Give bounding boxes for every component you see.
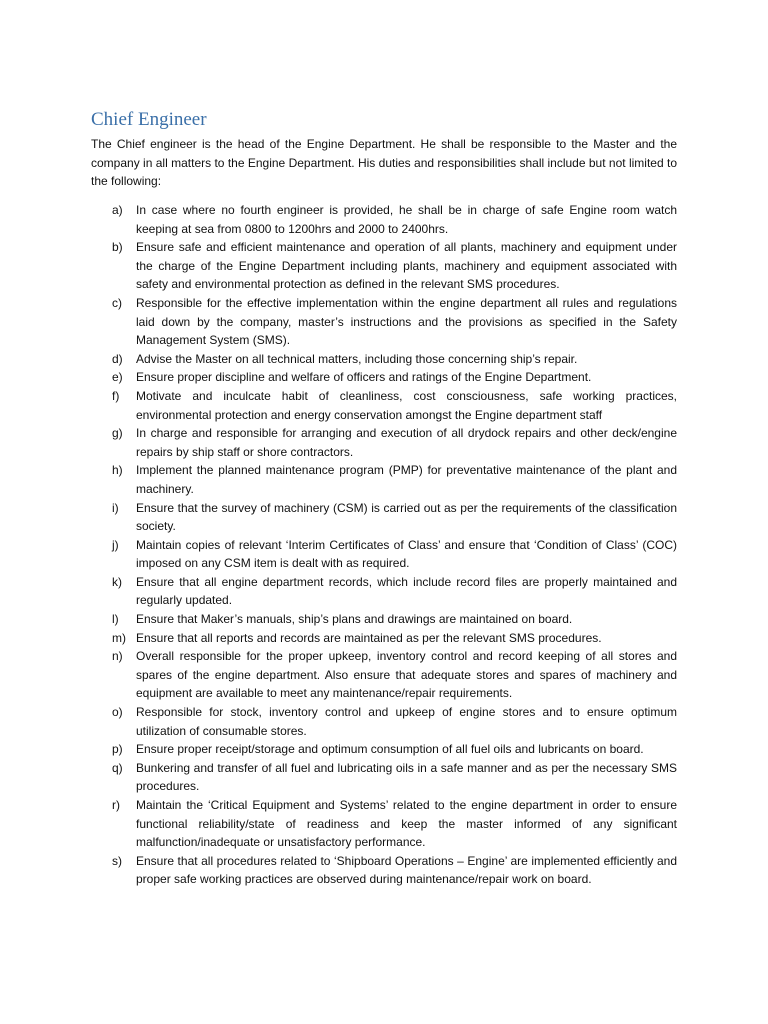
duty-marker: d) xyxy=(112,351,123,366)
duty-text: Ensure that Maker’s manuals, ship’s plans and drawings are maintained on board. xyxy=(136,612,573,627)
duty-item-s xyxy=(0,852,768,889)
duty-text: Responsible for stock, inventory control and upkeep of engine stores and to ensure optimum utilization of consumable stores. xyxy=(136,705,677,738)
duty-marker: r) xyxy=(112,798,120,812)
duty-marker: k) xyxy=(112,574,122,589)
duty-text: Ensure that all reports and records are maintained as per the relevant SMS procedures. xyxy=(136,630,602,645)
duty-text: Ensure proper discipline and welfare of officers and ratings of the Engine Department. xyxy=(136,370,592,385)
duty-text: Maintain the ‘Critical Equipment and Systems’ related to the engine department in order to ensure functional reliability/state of readiness and keep the master informed of any significant malfunction/inadequate or unsatisfactory performance. xyxy=(136,798,677,850)
duty-marker: f) xyxy=(112,388,120,403)
duty-text: Ensure proper receipt/storage and optimum consumption of all fuel oils and lubricants on board. xyxy=(136,742,644,757)
duty-item-f xyxy=(0,387,768,424)
duties-list xyxy=(0,201,768,889)
duty-item-d xyxy=(0,350,768,369)
duty-item-n xyxy=(0,647,768,703)
duty-marker: e) xyxy=(112,370,123,385)
duty-marker: o) xyxy=(112,705,123,720)
duty-item-q xyxy=(0,759,768,796)
duty-text: Advise the Master on all technical matters, including those concerning ship’s repair. xyxy=(136,351,578,366)
intro-paragraph: The Chief engineer is the head of the Engine Department. He shall be responsible to the Master and the company in all matters to the Engine Department. His duties and responsibilities shall include but not limited to the following: xyxy=(91,137,677,189)
duty-marker: m) xyxy=(112,630,126,645)
duty-text: Ensure safe and efficient maintenance and operation of all plants, machinery and equipment under the charge of the Engine Department including plants, machinery and equipment associated with safety and environmental protection as defined in the relevant SMS procedures. xyxy=(136,240,677,292)
duty-text: Implement the planned maintenance program (PMP) for preventative maintenance of the plant and machinery. xyxy=(136,463,677,496)
duty-item-p xyxy=(0,740,768,759)
duty-text: Bunkering and transfer of all fuel and lubricating oils in a safe manner and as per the necessary SMS procedures. xyxy=(136,760,677,794)
duty-text: Ensure that all engine department records, which include record files are properly maintained and regularly updated. xyxy=(136,574,677,608)
duty-marker: h) xyxy=(112,463,123,478)
duty-item-c xyxy=(0,294,768,350)
duty-text: Ensure that the survey of machinery (CSM) is carried out as per the requirements of the classification society. xyxy=(136,500,677,534)
duty-marker: b) xyxy=(112,240,123,255)
document-title: Chief Engineer xyxy=(91,109,207,130)
duty-item-e xyxy=(0,368,768,387)
duty-text: Ensure that all procedures related to ‘Shipboard Operations – Engine’ are implemented efficiently and proper safe working practices are observed during maintenance/repair work on board. xyxy=(136,853,677,887)
duty-item-k xyxy=(0,573,768,610)
duty-item-h xyxy=(0,461,768,498)
duty-item-g xyxy=(0,424,768,461)
duty-item-b xyxy=(0,238,768,294)
duty-item-l xyxy=(0,610,768,629)
duty-marker: j) xyxy=(112,537,119,552)
duty-item-m xyxy=(0,629,768,648)
duty-marker: i) xyxy=(112,500,119,515)
duty-text: In case where no fourth engineer is provided, he shall be in charge of safe Engine room watch keeping at sea from 0800 to 1200hrs and 2000 to 2400hrs. xyxy=(136,203,677,236)
duty-item-a xyxy=(0,201,768,238)
duty-text: Responsible for the effective implementation within the engine department all rules and regulations laid down by the company, master’s instructions and the provisions as specified in the Safety Management System (SMS). xyxy=(136,295,677,348)
duty-text: In charge and responsible for arranging and execution of all drydock repairs and other deck/engine repairs by ship staff or shore contractors. xyxy=(136,426,677,459)
duty-marker: l) xyxy=(112,612,119,627)
duty-text: Maintain copies of relevant ‘Interim Certificates of Class’ and ensure that ‘Condition of Class’ (COC) imposed on any CSM item is dealt with as required. xyxy=(136,537,677,571)
duty-marker: q) xyxy=(112,760,123,775)
duty-text: Motivate and inculcate habit of cleanliness, cost consciousness, safe working practices, environmental protection and energy conservation amongst the Engine department staff xyxy=(136,388,677,422)
duty-marker: p) xyxy=(112,742,123,757)
duty-marker: g) xyxy=(112,426,123,441)
duty-marker: a) xyxy=(112,203,123,217)
duty-item-r xyxy=(0,796,768,852)
duty-marker: s) xyxy=(112,853,122,868)
duty-marker: n) xyxy=(112,649,123,664)
duty-item-o xyxy=(0,703,768,740)
duty-marker: c) xyxy=(112,295,122,310)
duty-item-j xyxy=(0,536,768,573)
duty-item-i xyxy=(0,499,768,536)
duty-text: Overall responsible for the proper upkeep, inventory control and record keeping of all stores and spares of the engine department. Also ensure that adequate stores and spares of machinery and equipment are available to meet any maintenance/repair requirements. xyxy=(136,649,677,701)
